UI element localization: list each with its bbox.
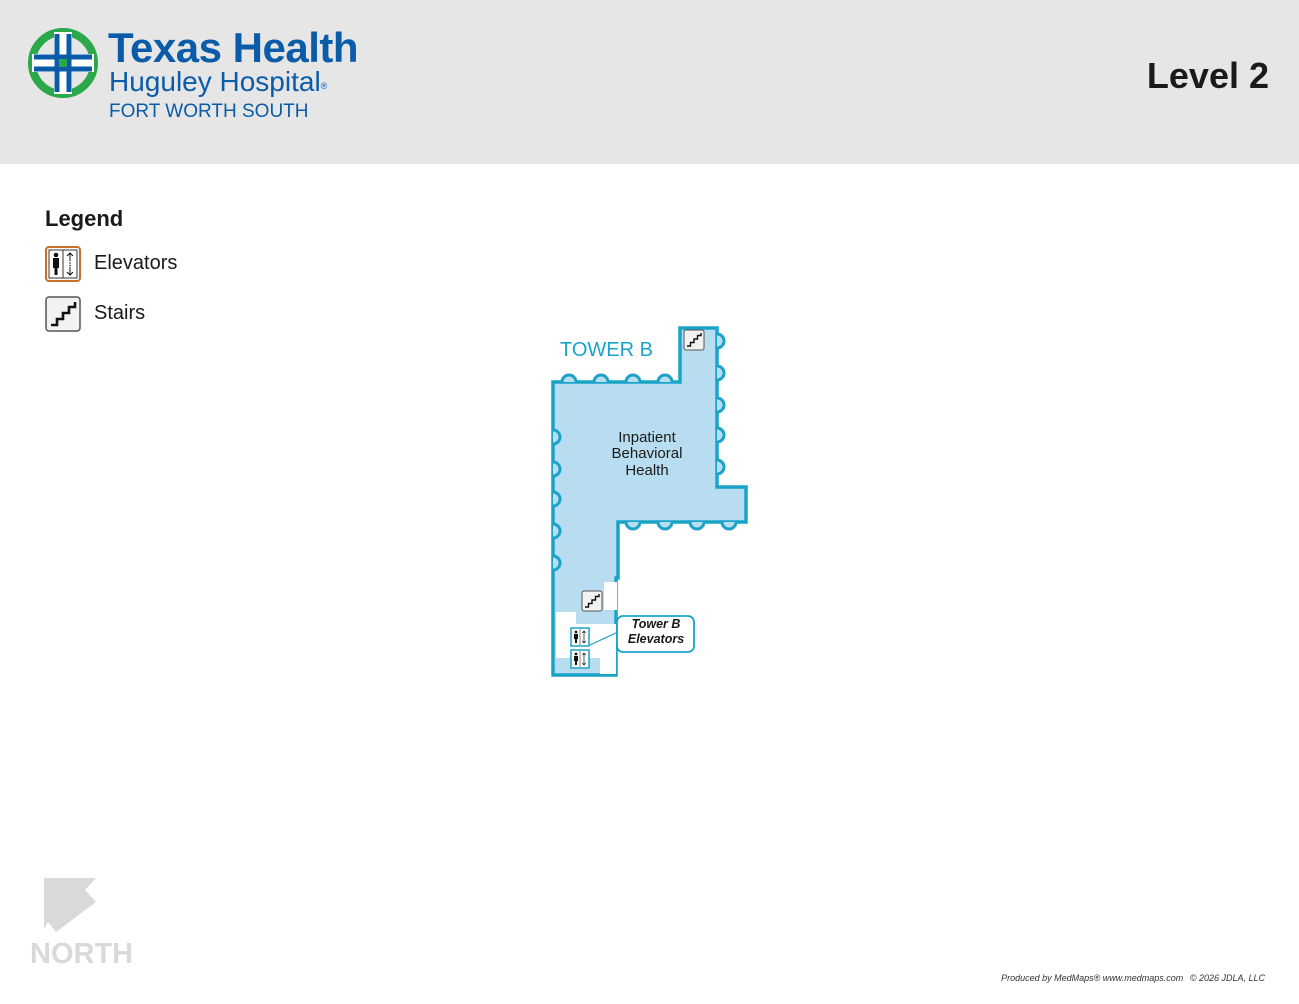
elevator-icon[interactable] [571,628,589,646]
open-area [556,612,576,624]
callout-line: Elevators [627,632,685,646]
floor-map [540,320,760,690]
legend-title: Legend [45,206,124,231]
texas-health-logo-icon [28,28,98,98]
tower-b-elevators-callout[interactable] [617,616,694,652]
legend-label-elevators: Elevators [94,252,178,274]
credits [997,973,1265,983]
credits-copyright: © 2026 JDLA, LLC [1189,973,1265,983]
open-area [600,658,616,674]
brand-hospital [109,66,327,98]
brand-location: FORT WORTH SOUTH [109,101,309,122]
stairs-icon[interactable] [582,591,602,611]
brand-name: Texas Health [108,24,358,71]
callout-line: Tower B [631,617,681,631]
department-line: Health [625,462,669,479]
north-label: NORTH [30,938,134,970]
page-header [0,0,1299,164]
tower-b-label: TOWER B [560,339,653,361]
credits-produced: Produced by MedMaps® www.medmaps.com [1001,973,1184,983]
level-title: Level 2 [1146,55,1269,96]
legend-label-stairs: Stairs [94,302,146,324]
department-line: Behavioral [611,445,683,462]
department-line: Inpatient [618,429,676,446]
brand-hospital-text: Huguley Hospital [109,66,321,97]
registered-mark: ® [320,81,328,91]
stairs-icon [45,296,81,332]
stairs-icon[interactable] [684,330,704,350]
elevator-icon[interactable] [571,650,589,668]
open-area [604,582,617,610]
elevator-icon [45,246,81,282]
